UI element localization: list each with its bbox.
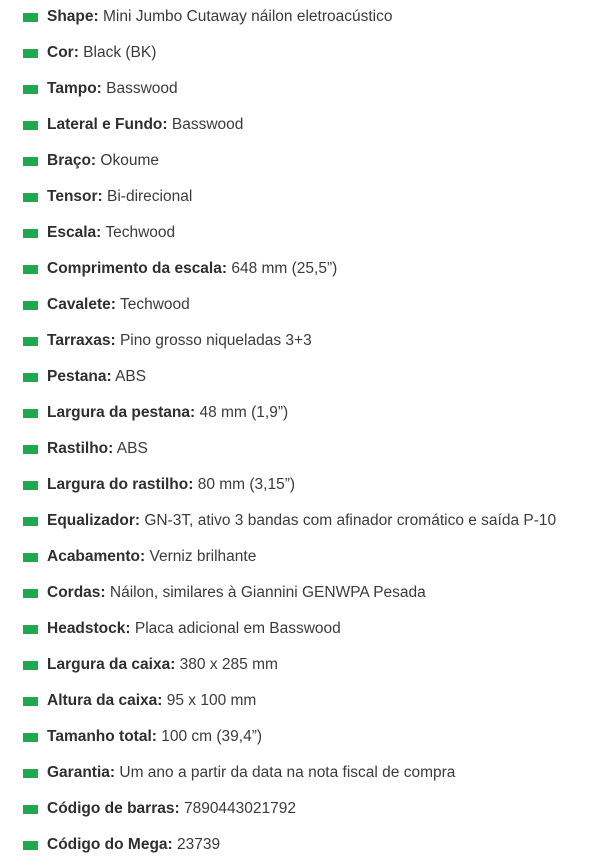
green-square-bullet-icon <box>23 193 38 202</box>
spec-item <box>0 288 591 324</box>
spec-label: Cavalete: <box>47 296 116 313</box>
spec-item <box>0 216 591 252</box>
green-square-bullet-icon <box>23 481 38 490</box>
spec-label: Braço: <box>47 152 97 169</box>
spec-label: Tarraxas: <box>47 332 116 349</box>
green-square-bullet-icon <box>23 517 38 526</box>
spec-value: Pino grosso niqueladas 3+3 <box>119 332 312 349</box>
spec-label: Código do Mega: <box>47 836 173 853</box>
spec-value: 100 cm (39,4”) <box>161 728 263 745</box>
green-square-bullet-icon <box>23 13 38 22</box>
green-square-bullet-icon <box>23 553 38 562</box>
spec-label: Headstock: <box>47 620 131 637</box>
spec-label: Largura da caixa: <box>47 656 176 673</box>
spec-value: ABS <box>115 368 147 385</box>
spec-label: Tensor: <box>47 188 103 205</box>
spec-item <box>0 720 591 756</box>
spec-value: Verniz brilhante <box>149 548 257 565</box>
spec-item <box>0 792 591 828</box>
spec-label: Tamanho total: <box>47 728 157 745</box>
spec-item <box>0 432 591 468</box>
spec-value: 95 x 100 mm <box>166 692 257 709</box>
green-square-bullet-icon <box>23 661 38 670</box>
spec-value: 648 mm (25,5”) <box>231 260 338 277</box>
spec-item <box>0 504 591 540</box>
spec-value: Black (BK) <box>83 44 157 61</box>
spec-item <box>0 468 591 504</box>
green-square-bullet-icon <box>23 301 38 310</box>
spec-label: Código de barras: <box>47 800 180 817</box>
spec-value: Basswood <box>106 80 178 97</box>
green-square-bullet-icon <box>23 733 38 742</box>
spec-value: 380 x 285 mm <box>179 656 278 673</box>
spec-label: Equalizador: <box>47 512 141 529</box>
spec-value: Bi-direcional <box>107 188 193 205</box>
spec-item <box>0 360 591 396</box>
spec-value: Basswood <box>171 116 244 133</box>
spec-label: Tampo: <box>47 80 102 97</box>
green-square-bullet-icon <box>23 805 38 814</box>
green-square-bullet-icon <box>23 445 38 454</box>
spec-item <box>0 648 591 684</box>
spec-label: Pestana: <box>47 368 112 385</box>
spec-label: Largura do rastilho: <box>47 476 194 493</box>
spec-item <box>0 108 591 144</box>
spec-value: Techwood <box>119 296 190 313</box>
spec-value: ABS <box>116 440 148 457</box>
green-square-bullet-icon <box>23 625 38 634</box>
spec-item <box>0 252 591 288</box>
green-square-bullet-icon <box>23 265 38 274</box>
spec-item <box>0 756 591 792</box>
spec-item <box>0 324 591 360</box>
spec-value: 48 mm (1,9”) <box>199 404 289 421</box>
spec-item <box>0 540 591 576</box>
spec-value: Placa adicional em Basswood <box>134 620 341 637</box>
spec-value: 7890443021792 <box>183 800 297 817</box>
spec-label: Lateral e Fundo: <box>47 116 168 133</box>
spec-value: Mini Jumbo Cutaway náilon eletroacústico <box>103 8 393 25</box>
green-square-bullet-icon <box>23 157 38 166</box>
spec-item <box>0 396 591 432</box>
spec-label: Escala: <box>47 224 102 241</box>
spec-item <box>0 180 591 216</box>
green-square-bullet-icon <box>23 49 38 58</box>
spec-value: Techwood <box>105 224 176 241</box>
spec-label: Garantia: <box>47 764 116 781</box>
spec-label: Cor: <box>47 44 79 61</box>
spec-item <box>0 36 591 72</box>
spec-value: GN-3T, ativo 3 bandas com afinador cromático e saída P-10 <box>144 512 557 529</box>
spec-label: Shape: <box>47 8 99 25</box>
green-square-bullet-icon <box>23 841 38 850</box>
spec-value: Náilon, similares à Giannini GENWPA Pesada <box>109 584 426 601</box>
spec-label: Rastilho: <box>47 440 114 457</box>
green-square-bullet-icon <box>23 697 38 706</box>
green-square-bullet-icon <box>23 373 38 382</box>
spec-item <box>0 684 591 720</box>
spec-label: Comprimento da escala: <box>47 260 228 277</box>
green-square-bullet-icon <box>23 337 38 346</box>
spec-value: 23739 <box>177 836 221 853</box>
spec-item <box>0 144 591 180</box>
green-square-bullet-icon <box>23 589 38 598</box>
spec-item <box>0 828 591 864</box>
spec-item <box>0 612 591 648</box>
spec-label: Largura da pestana: <box>47 404 196 421</box>
green-square-bullet-icon <box>23 409 38 418</box>
spec-value: 80 mm (3,15”) <box>197 476 296 493</box>
green-square-bullet-icon <box>23 769 38 778</box>
spec-label: Cordas: <box>47 584 106 601</box>
spec-item <box>0 72 591 108</box>
spec-value: Okoume <box>100 152 160 169</box>
green-square-bullet-icon <box>23 85 38 94</box>
green-square-bullet-icon <box>23 229 38 238</box>
green-square-bullet-icon <box>23 121 38 130</box>
spec-item <box>0 0 591 36</box>
spec-label: Acabamento: <box>47 548 146 565</box>
spec-label: Altura da caixa: <box>47 692 163 709</box>
spec-value: Um ano a partir da data na nota fiscal de compra <box>119 764 456 781</box>
spec-item <box>0 576 591 612</box>
